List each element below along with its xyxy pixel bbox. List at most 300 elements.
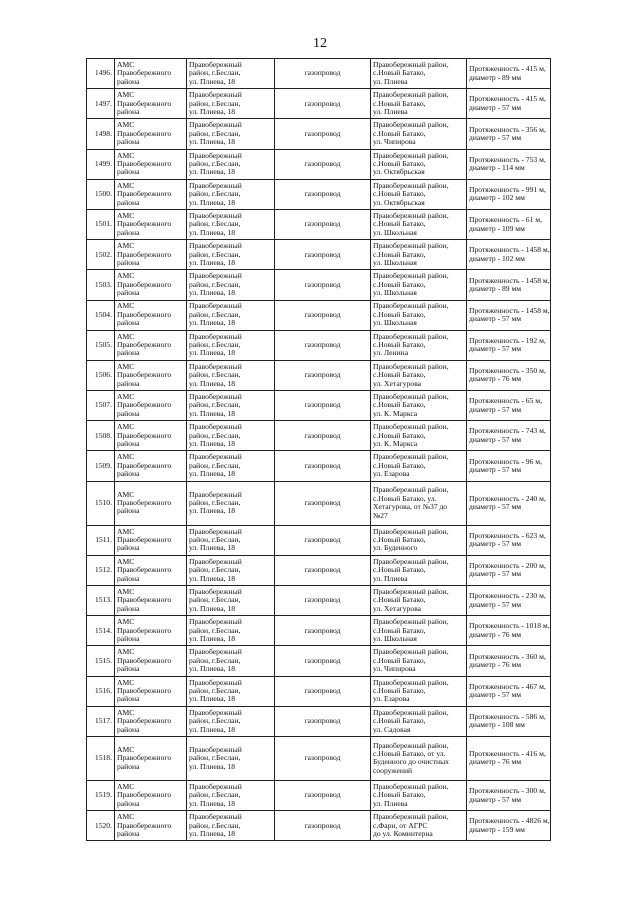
owner-address-line: ул. Плиева, 18	[189, 694, 236, 704]
owner-address-line: район, г.Беслан,	[189, 565, 241, 575]
object-location-line: с.Новый Батако,	[373, 279, 426, 289]
object-location-line: с.Новый Батако,	[373, 128, 426, 138]
owner-organization-line: АМС	[117, 90, 135, 100]
registry-number-cell: 1511.	[87, 525, 115, 555]
object-location-cell	[371, 586, 467, 616]
object-characteristics-line: диаметр - 108 мм	[469, 720, 525, 730]
owner-address-cell	[187, 300, 275, 330]
owner-address-cell	[187, 360, 275, 390]
object-location-line: ул. Хетагурова	[373, 603, 422, 613]
owner-organization-line: Правобережного	[117, 753, 172, 763]
owner-address-cell	[187, 119, 275, 149]
object-location-line: ул. Езарова	[373, 469, 410, 479]
owner-organization-line: АМС	[117, 361, 135, 371]
owner-organization-line: района	[117, 506, 140, 516]
owner-address-line: ул. Плиева, 18	[189, 257, 236, 267]
owner-address-cell	[187, 555, 275, 585]
object-characteristics-line: Протяженность - 240 м,	[469, 493, 546, 503]
owner-address-cell	[187, 59, 275, 89]
object-characteristics-line: Протяженность - 1458 м,	[469, 305, 550, 315]
object-characteristics-line: диаметр - 57 мм	[469, 539, 522, 549]
owner-address-line: ул. Плиева, 18	[189, 573, 236, 583]
object-location-cell	[371, 555, 467, 585]
owner-address-line: ул. Плиева, 18	[189, 227, 236, 237]
owner-address-cell	[187, 270, 275, 300]
object-characteristics-line: Протяженность - 415 м,	[469, 64, 546, 74]
registry-number-cell: 1507.	[87, 391, 115, 421]
registry-number-cell: 1505.	[87, 330, 115, 360]
object-type-cell: газопровод	[275, 646, 371, 676]
object-characteristics-line: Протяженность - 350 м,	[469, 366, 546, 376]
table-row	[87, 780, 551, 810]
object-location-line: Правобережный район,	[373, 90, 449, 100]
owner-organization-line: района	[117, 439, 140, 449]
owner-organization-line: Правобережного	[117, 685, 172, 695]
object-characteristics-line: Протяженность - 96 м,	[469, 456, 542, 466]
owner-organization-line: АМС	[117, 271, 135, 281]
object-characteristics-line: Протяженность - 230 м,	[469, 591, 546, 601]
owner-address-cell	[187, 706, 275, 736]
object-characteristics-line: диаметр - 57 мм	[469, 465, 522, 475]
object-characteristics-line: диаметр - 57 мм	[469, 102, 522, 112]
registry-number-cell: 1509.	[87, 451, 115, 481]
registry-number-cell: 1510.	[87, 481, 115, 525]
object-characteristics-line: Протяженность - 467 м,	[469, 681, 546, 691]
owner-address-cell	[187, 676, 275, 706]
object-location-line: с.Новый Батако,	[373, 535, 426, 545]
owner-address-line: район, г.Беслан,	[189, 595, 241, 605]
object-characteristics-line: Протяженность - 300 м,	[469, 786, 546, 796]
owner-organization-line: АМС	[117, 677, 135, 687]
owner-address-line: Правобережный	[189, 150, 242, 160]
object-location-line: Правобережный район,	[373, 301, 449, 311]
owner-address-line: Правобережный	[189, 180, 242, 190]
owner-address-line: район, г.Беслан,	[189, 189, 241, 199]
table-row	[87, 421, 551, 451]
table-row	[87, 451, 551, 481]
registry-number-cell: 1504.	[87, 300, 115, 330]
object-location-line: Правобережный район,	[373, 422, 449, 432]
registry-number-cell: 1514.	[87, 616, 115, 646]
object-characteristics-line: диаметр - 76 мм	[469, 757, 522, 767]
owner-organization-line: АМС	[117, 422, 135, 432]
object-location-line: ул. Плиева	[373, 106, 408, 116]
object-location-line: Правобережный район,	[373, 210, 449, 220]
object-location-cell	[371, 240, 467, 270]
owner-organization-line: Правобережного	[117, 158, 172, 168]
object-location-line: с.Новый Батако,	[373, 189, 426, 199]
object-type-cell: газопровод	[275, 525, 371, 555]
owner-address-line: район, г.Беслан,	[189, 790, 241, 800]
owner-organization-line: района	[117, 137, 140, 147]
owner-address-line: Правобережный	[189, 210, 242, 220]
owner-organization-cell	[115, 646, 187, 676]
owner-address-line: Правобережный	[189, 647, 242, 657]
object-location-line: Правобережный район,	[373, 392, 449, 402]
object-location-line: №27	[373, 510, 388, 520]
owner-address-line: Правобережный	[189, 301, 242, 311]
object-type-cell: газопровод	[275, 119, 371, 149]
gas-pipeline-registry-table	[86, 58, 551, 841]
object-location-cell	[371, 646, 467, 676]
object-characteristics-line: диаметр - 114 мм	[469, 163, 525, 173]
owner-address-line: Правобережный	[189, 452, 242, 462]
owner-address-line: район, г.Беслан,	[189, 219, 241, 229]
owner-address-cell	[187, 209, 275, 239]
registry-number-cell: 1503.	[87, 270, 115, 300]
owner-organization-line: АМС	[117, 301, 135, 311]
object-location-line: до ул. Коминтерна	[373, 828, 433, 838]
owner-organization-line: района	[117, 724, 140, 734]
table-row	[87, 586, 551, 616]
object-location-line: с.Новый Батако,	[373, 98, 426, 108]
owner-address-line: район, г.Беслан,	[189, 68, 241, 78]
owner-organization-line: Правобережного	[117, 249, 172, 259]
registry-number-cell: 1515.	[87, 646, 115, 676]
owner-organization-line: Правобережного	[117, 820, 172, 830]
owner-address-line: район, г.Беслан,	[189, 158, 241, 168]
object-characteristics-line: Протяженность - 1458 м,	[469, 275, 550, 285]
table-row	[87, 300, 551, 330]
object-characteristics-cell	[467, 646, 551, 676]
object-characteristics-cell	[467, 59, 551, 89]
owner-address-line: Правобережный	[189, 526, 242, 536]
owner-address-line: район, г.Беслан,	[189, 753, 241, 763]
owner-organization-line: Правобережного	[117, 98, 172, 108]
object-characteristics-cell	[467, 360, 551, 390]
object-characteristics-line: диаметр - 109 мм	[469, 223, 525, 233]
owner-address-line: ул. Плиева, 18	[189, 167, 236, 177]
owner-organization-cell	[115, 780, 187, 810]
owner-address-line: ул. Плиева, 18	[189, 288, 236, 298]
object-characteristics-line: Протяженность - 200 м,	[469, 561, 546, 570]
object-location-line: Правобережный район,	[373, 812, 449, 822]
object-characteristics-line: диаметр - 57 мм	[469, 344, 522, 354]
owner-address-line: Правобережный	[189, 361, 242, 371]
owner-organization-line: Правобережного	[117, 655, 172, 665]
owner-organization-cell	[115, 451, 187, 481]
owner-address-line: ул. Плиева, 18	[189, 137, 236, 147]
owner-organization-line: АМС	[117, 781, 135, 791]
object-characteristics-line: диаметр - 57 мм	[469, 434, 522, 444]
owner-organization-cell	[115, 179, 187, 209]
owner-organization-line: АМС	[117, 812, 135, 822]
owner-address-line: ул. Плиева, 18	[189, 603, 236, 613]
owner-address-line: район, г.Беслан,	[189, 128, 241, 138]
object-characteristics-line: Протяженность - 623 м,	[469, 530, 546, 540]
object-type-cell: газопровод	[275, 300, 371, 330]
owner-address-line: ул. Плиева, 18	[189, 633, 236, 643]
owner-organization-cell	[115, 119, 187, 149]
object-characteristics-line: Протяженность - 61 м,	[469, 215, 542, 225]
object-characteristics-line: Протяженность - 4826 м,	[469, 816, 550, 826]
owner-address-line: Правобережный	[189, 556, 242, 566]
owner-address-cell	[187, 391, 275, 421]
object-location-line: ул. Школьная	[373, 288, 417, 298]
owner-address-line: Правобережный	[189, 422, 242, 432]
object-characteristics-cell	[467, 421, 551, 451]
owner-address-line: Правобережный	[189, 59, 242, 69]
object-type-cell: газопровод	[275, 330, 371, 360]
table-row	[87, 646, 551, 676]
owner-organization-cell	[115, 149, 187, 179]
table-row	[87, 240, 551, 270]
owner-organization-line: АМС	[117, 617, 135, 627]
table-row	[87, 119, 551, 149]
owner-address-line: район, г.Беслан,	[189, 309, 241, 319]
owner-organization-cell	[115, 209, 187, 239]
object-location-line: Правобережный район,	[373, 677, 449, 687]
object-characteristics-line: диаметр - 57 мм	[469, 794, 522, 804]
owner-organization-line: района	[117, 664, 140, 674]
object-type-cell: газопровод	[275, 89, 371, 119]
owner-organization-line: района	[117, 378, 140, 388]
owner-organization-line: района	[117, 761, 140, 771]
object-characteristics-line: Протяженность - 1018 м,	[469, 621, 550, 631]
object-location-line: Хетагурова, от №37 до	[373, 502, 448, 512]
object-location-cell	[371, 780, 467, 810]
owner-organization-cell	[115, 555, 187, 585]
owner-organization-line: АМС	[117, 526, 135, 536]
object-characteristics-cell	[467, 676, 551, 706]
owner-address-cell	[187, 646, 275, 676]
owner-organization-cell	[115, 421, 187, 451]
registry-number-cell: 1513.	[87, 586, 115, 616]
object-type-cell: газопровод	[275, 811, 371, 841]
owner-organization-line: АМС	[117, 120, 135, 130]
object-location-line: с.Новый Батако,	[373, 340, 426, 350]
object-location-line: Правобережный район,	[373, 361, 449, 371]
object-location-cell	[371, 391, 467, 421]
owner-organization-line: района	[117, 197, 140, 207]
owner-address-line: Правобережный	[189, 120, 242, 130]
owner-address-line: Правобережный	[189, 707, 242, 717]
object-type-cell: газопровод	[275, 736, 371, 780]
table-row	[87, 59, 551, 89]
owner-address-line: ул. Плиева, 18	[189, 664, 236, 674]
object-type-cell: газопровод	[275, 209, 371, 239]
owner-address-cell	[187, 240, 275, 270]
owner-address-line: Правобережный	[189, 90, 242, 100]
object-characteristics-line: диаметр - 76 мм	[469, 374, 522, 384]
registry-number-cell: 1516.	[87, 676, 115, 706]
owner-address-line: район, г.Беслан,	[189, 497, 241, 507]
object-characteristics-line: Протяженность - 356 м,	[469, 124, 546, 134]
owner-organization-line: Правобережного	[117, 400, 172, 410]
object-location-line: Правобережный район,	[373, 707, 449, 717]
object-characteristics-cell	[467, 736, 551, 780]
object-type-cell: газопровод	[275, 270, 371, 300]
owner-organization-line: АМС	[117, 150, 135, 160]
object-location-line: с.Новый Батако,	[373, 430, 426, 440]
object-location-line: с.Новый Батако,	[373, 655, 426, 665]
object-type-cell: газопровод	[275, 780, 371, 810]
object-characteristics-cell	[467, 555, 551, 585]
object-characteristics-cell	[467, 481, 551, 525]
owner-organization-cell	[115, 706, 187, 736]
owner-organization-line: АМС	[117, 452, 135, 462]
owner-organization-line: Правобережного	[117, 535, 172, 545]
object-location-line: ул. К. Маркса	[373, 408, 418, 418]
owner-address-cell	[187, 481, 275, 525]
object-type-cell: газопровод	[275, 179, 371, 209]
object-type-cell: газопровод	[275, 360, 371, 390]
object-location-cell	[371, 119, 467, 149]
table-row	[87, 149, 551, 179]
object-location-line: ул. Школьная	[373, 318, 417, 328]
object-location-line: с.Новый Батако,	[373, 309, 426, 319]
object-location-line: ул. Плиева	[373, 798, 408, 808]
owner-organization-line: района	[117, 798, 140, 808]
owner-organization-line: района	[117, 408, 140, 418]
object-type-cell: газопровод	[275, 421, 371, 451]
owner-organization-line: района	[117, 543, 140, 553]
object-location-line: Правобережный район,	[373, 647, 449, 657]
owner-address-line: район, г.Беслан,	[189, 98, 241, 108]
table-row	[87, 811, 551, 841]
object-location-line: с.Новый Батако, ул.	[373, 493, 437, 503]
owner-organization-line: района	[117, 288, 140, 298]
table-row	[87, 270, 551, 300]
owner-organization-line: АМС	[117, 647, 135, 657]
registry-number-cell: 1517.	[87, 706, 115, 736]
registry-number-cell: 1500.	[87, 179, 115, 209]
owner-organization-line: района	[117, 694, 140, 704]
object-location-line: ул. Чипирова	[373, 664, 416, 674]
object-characteristics-cell	[467, 119, 551, 149]
object-location-line: с.Новый Батако,	[373, 595, 426, 605]
owner-address-line: Правобережный	[189, 489, 242, 499]
object-location-line: ул. Плиева	[373, 76, 408, 86]
owner-organization-line: АМС	[117, 331, 135, 341]
owner-address-line: район, г.Беслан,	[189, 400, 241, 410]
owner-address-line: Правобережный	[189, 241, 242, 251]
owner-address-line: ул. Плиева, 18	[189, 828, 236, 838]
object-characteristics-line: диаметр - 159 мм	[469, 824, 525, 834]
object-location-line: ул. Школьная	[373, 227, 417, 237]
object-location-cell	[371, 616, 467, 646]
owner-organization-line: Правобережного	[117, 189, 172, 199]
object-location-cell	[371, 89, 467, 119]
object-location-cell	[371, 270, 467, 300]
owner-address-line: район, г.Беслан,	[189, 625, 241, 635]
registry-number-cell: 1508.	[87, 421, 115, 451]
object-location-cell	[371, 736, 467, 780]
owner-address-line: район, г.Беслан,	[189, 249, 241, 259]
object-location-cell	[371, 360, 467, 390]
table-row	[87, 391, 551, 421]
object-location-line: ул. Чипирова	[373, 137, 416, 147]
object-location-line: с.Новый Батако,	[373, 790, 426, 800]
object-characteristics-line: диаметр - 57 мм	[469, 314, 522, 324]
object-location-line: ул. Езарова	[373, 694, 410, 704]
registry-number-cell: 1501.	[87, 209, 115, 239]
owner-organization-line: района	[117, 828, 140, 838]
owner-address-line: ул. Плиева, 18	[189, 469, 236, 479]
owner-organization-cell	[115, 89, 187, 119]
object-location-line: ул. Школьная	[373, 633, 417, 643]
object-characteristics-line: диаметр - 76 мм	[469, 659, 522, 669]
owner-organization-cell	[115, 811, 187, 841]
object-characteristics-cell	[467, 240, 551, 270]
object-characteristics-line: диаметр - 57 мм	[469, 690, 522, 700]
owner-organization-line: Правобережного	[117, 279, 172, 289]
object-characteristics-cell	[467, 525, 551, 555]
object-location-line: ул. Школьная	[373, 257, 417, 267]
owner-organization-cell	[115, 270, 187, 300]
owner-address-cell	[187, 780, 275, 810]
object-location-line: ул. Плиева	[373, 573, 408, 583]
object-characteristics-cell	[467, 706, 551, 736]
owner-address-line: ул. Плиева, 18	[189, 197, 236, 207]
object-location-line: ул. Буденного	[373, 543, 418, 553]
object-characteristics-line: диаметр - 102 мм	[469, 193, 525, 203]
object-location-line: с.Новый Батако,	[373, 68, 426, 78]
object-location-line: ул. Октябрьская	[373, 167, 425, 177]
owner-organization-cell	[115, 330, 187, 360]
owner-organization-line: АМС	[117, 241, 135, 251]
owner-organization-line: района	[117, 257, 140, 267]
owner-address-cell	[187, 421, 275, 451]
object-characteristics-line: диаметр - 89 мм	[469, 283, 522, 293]
object-type-cell: газопровод	[275, 481, 371, 525]
owner-organization-line: АМС	[117, 586, 135, 596]
owner-address-line: ул. Плиева, 18	[189, 318, 236, 328]
registry-number-cell: 1512.	[87, 555, 115, 585]
owner-organization-line: АМС	[117, 489, 135, 499]
object-characteristics-cell	[467, 391, 551, 421]
object-location-line: с.Новый Батако,	[373, 249, 426, 259]
object-location-line: с.Новый Батако,	[373, 625, 426, 635]
table-row	[87, 676, 551, 706]
owner-organization-cell	[115, 676, 187, 706]
owner-address-cell	[187, 586, 275, 616]
owner-organization-line: Правобережного	[117, 370, 172, 380]
object-location-cell	[371, 481, 467, 525]
owner-organization-line: Правобережного	[117, 128, 172, 138]
owner-address-cell	[187, 179, 275, 209]
owner-organization-line: Правобережного	[117, 595, 172, 605]
object-characteristics-line: Протяженность - 586 м,	[469, 711, 546, 721]
owner-address-line: Правобережный	[189, 781, 242, 791]
object-location-line: ул. К. Маркса	[373, 439, 418, 449]
table-row	[87, 736, 551, 780]
owner-address-line: Правобережный	[189, 812, 242, 822]
object-characteristics-cell	[467, 451, 551, 481]
owner-organization-line: района	[117, 227, 140, 237]
object-location-cell	[371, 676, 467, 706]
registry-number-cell: 1518.	[87, 736, 115, 780]
owner-organization-line: Правобережного	[117, 625, 172, 635]
owner-address-cell	[187, 616, 275, 646]
owner-address-line: район, г.Беслан,	[189, 820, 241, 830]
object-location-line: с.Новый Батако,	[373, 400, 426, 410]
owner-organization-line: АМС	[117, 392, 135, 402]
owner-organization-line: района	[117, 603, 140, 613]
object-location-line: с.Новый Батако,	[373, 158, 426, 168]
object-location-line: сооружений	[373, 765, 413, 775]
owner-address-line: Правобережный	[189, 677, 242, 687]
owner-address-line: ул. Плиева, 18	[189, 348, 236, 358]
object-characteristics-line: диаметр - 76 мм	[469, 629, 522, 639]
owner-address-line: Правобережный	[189, 586, 242, 596]
owner-address-cell	[187, 89, 275, 119]
object-location-cell	[371, 300, 467, 330]
registry-number-cell: 1519.	[87, 780, 115, 810]
owner-address-line: ул. Плиева, 18	[189, 724, 236, 734]
object-characteristics-cell	[467, 149, 551, 179]
object-type-cell: газопровод	[275, 240, 371, 270]
